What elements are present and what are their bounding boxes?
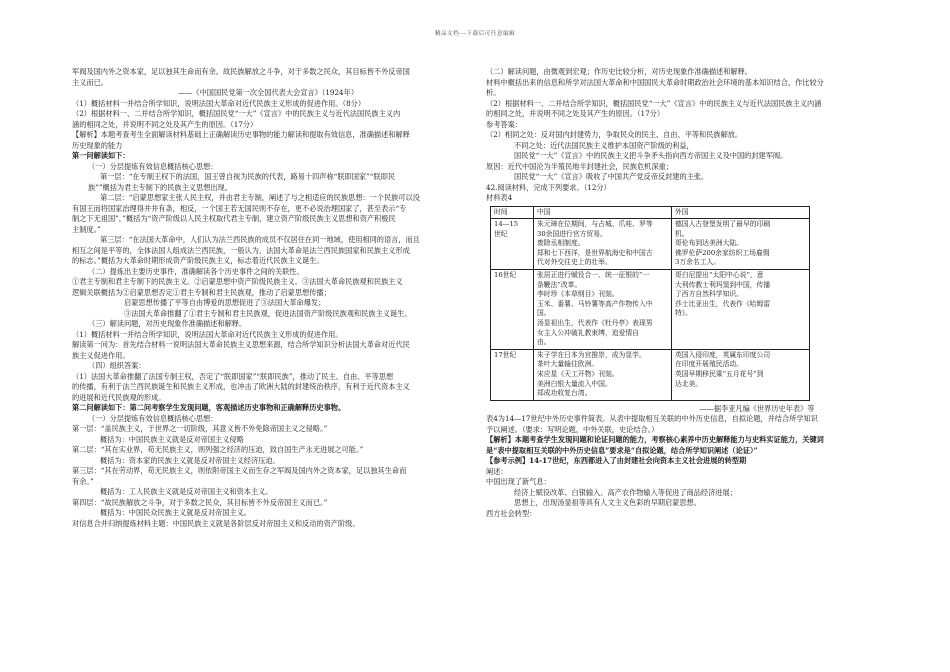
text-line: ——《中国国民党第一次全国代表大会宣言》（1924年） [178,88,359,97]
text-line: 涵的相同之处，并说明不同之处及其产生的原因。（17分） [72,119,258,129]
cell-line: 代对外交往史上的壮举。 [537,258,612,267]
text-line: 阐述： [486,466,508,476]
cell-line: 世纪 [494,229,508,238]
text-line: 概括为：中国民族主义就是反对帝国主义侵略 [100,434,244,444]
cell-line: 哥白尼提出“太阳中心说”，意 [675,271,764,280]
text-line: 解读第一问为：首先结合材料一说明法国大革命民族主义思想来源，结合所学知识分析法国大革命对近代民 [72,340,410,349]
table-cell-china [534,349,672,400]
left-column [72,67,468,529]
table-cell-time [491,349,534,400]
text-line: 【参考示例】14-17世纪，东西都进入了由封建社会向资本主义社会进展的转型期 [486,456,747,466]
table-cell-china [534,219,672,270]
text-line: 有国王而将国家治理得井井有条，相反，一个国王若无国民则不存在，更不必说治理国家了，甚至表示“专 [72,203,407,213]
cell-line: 国。 [537,309,551,318]
text-line: 42.阅读材料，完成下列要求。（12分） [486,182,611,192]
text-line: 相互之间是平等的，全体法国人组成法兰西民族，一般认为，法国大革命是法兰西民族国家和民族主义形成 [72,245,410,255]
text-line: 概括为：工人民族主义就是反对帝国主义和资本主义。 [100,487,273,496]
cell-line: 大利传教士利玛窦到中国，传播 [675,280,771,289]
cell-line: 在印度开展殖民活动。 [675,360,743,369]
cell-line: 17世纪 [494,350,517,359]
text-line: 概括为：资本家的民族主义就是反对帝国主义经济压迫。 [100,455,280,465]
cell-line: 达北美。 [675,379,703,388]
table-cell-time [491,219,534,270]
text-line: 国民党“一大”《宣言》中的民族主义把斗争矛头指向西方帝国主义及中国的封建军阀。 [514,151,788,160]
text-line: 第二层：“启蒙思想家主张人民主权，并由君主专制，阐述了与之相适应的民族思想：一个民族可以没 [100,193,420,202]
text-line: 参考答案： [486,119,522,129]
text-line: 的标志。”概括为大革命时期形成资产阶级民族主义，标志着近代民族主义诞生。 [72,256,324,265]
table-header-row [491,206,810,219]
text-line: （1）概括材料一并结合所学知识，说明法国大革命对近代民族主义形成的促进作用。（8分） [72,98,366,108]
cell-line: 3万余名工人。 [675,258,721,267]
text-line: 的传播，有利于法兰西民族诞生和民族主义形成，也冲击了欧洲大陆的封建统治秩序，有利于近代资本主义 [72,382,410,391]
right-top-text [486,67,878,204]
cell-line: 莎士比亚出生，代表作《哈姆雷 [675,299,771,308]
text-line: 西方社会转型： [486,508,537,518]
text-line: （二）提炼出主要历史事件，准确解读各个历史事件之间的关联性。 [88,266,304,276]
text-line: 概括为：中国民众民族主义就是反对帝国主义。 [100,508,251,517]
text-line: （一）分层提炼有效信息概括核心思想： [88,413,218,423]
text-line: 的进展和近代民族观的形成。 [72,392,166,402]
cell-line: 郑和七下西洋，是世界航海史和中国古 [537,248,653,257]
cell-line: 条鞭法”改革。 [537,280,582,289]
table-row [491,219,810,270]
cell-line: 由。 [537,338,551,347]
text-line: 【解析】本题考查学生发现问题和论证问题的能力，考察核心素养中历史解释能力与史料实证能力，关键词 [486,435,824,445]
text-line: 对信息合并归纳提炼材料主题：中国民族主义就是各阶层反对帝国主义和反动的资产阶级。 [72,518,360,528]
text-line: 第一层：“在专制王权下的法国，国王曾自视为民族的代表，路易十四声称“朕即国家”“朕即民 [100,172,396,181]
table-row [491,349,810,400]
text-line: 表4为14—17世纪中外历史事件简表。从表中提取相互关联的中外历史信息，自拟论题，并结合所学知识 [486,414,818,424]
table-cell-time [491,270,534,350]
cell-line: 英国早期移民乘“五月花号”到 [675,370,764,378]
text-line: 第三层：“其在劳动界，苟无民族主义，则依附帝国主义而生存之军阀及国内外之资本家，足以独其生命而 [72,466,407,475]
text-line: 族””概括为君主专制下的民族主义思想出现。 [88,182,232,192]
text-line: 逻辑关联概括为②启蒙思想否定①君主专制和君主民族观，推动了启蒙思想传播； [72,287,331,297]
text-line: 第二问解读如下：第二问考察学生发现问题，客观描述历史事物和正确解释历史事物。 [72,403,346,412]
text-line: （三）解读问题，对历史现象作准确描述和解释。 [88,319,247,328]
text-line: ①君主专制和君主专制下的民族主义。②启蒙思想中资产阶级民族主义。③法国大革命民族观和民族主义 [72,277,403,286]
cell-line: 佛罗伦萨200余家纺织工场雇佣 [675,248,770,257]
cell-line: 郑成功收复台湾。 [537,389,592,398]
cell-line: 了西方自然科学知识。 [675,290,743,299]
cell-line: 美洲白银大量流入中国。 [537,379,612,388]
cell-line: 朱子学在日本为官推崇，成为显学。 [537,350,646,359]
table-cell-foreign [672,219,810,270]
text-line: 国民党“一大”《宣言》吸收了中国共产党反帝反封建的主张。 [514,172,709,181]
cell-line: 女主人公冲破礼教束缚，追爱情自 [537,328,639,337]
table-cell-foreign [672,349,810,400]
cell-line: 16世纪 [494,271,517,280]
cell-line: 德国人古登堡发明了最早的印刷 [675,220,771,229]
text-line: 第三层：“在法国大革命中，人们认为法兰西民族的成员不仅居住在同一地域，使用相同的语言，而且 [100,235,420,244]
cell-line: 茶叶大量输往欧洲。 [537,360,599,369]
text-line: 原因：近代中国沦为半殖民地半封建社会，民族危机深重； [486,161,673,171]
text-line: 族主义促进作用。 [72,350,130,360]
text-line: 主制度。” [72,224,101,234]
cell-line: 朱元璋在位期间，与占城、爪哇、罗等 [537,220,653,229]
table-cell-foreign [672,270,810,350]
cell-line: 14—15 [494,220,519,229]
text-line: （二）解读问题，由微观到宏观；作历史比较分析，对历史现象作准确描述和解释。 [486,67,752,76]
cell-line: 宋应星《天工开物》刊刻。 [537,370,619,378]
text-line: （2）根据材料一、二并结合所学知识，概括国民党“一大”《宣言》中的民族主义与近代法国民族主义内 [72,109,401,118]
cell-line: 英国入侵印度，英属东印度公司 [675,350,771,359]
text-line: 【解析】本题考查考生全面解读材料基础上正确解读历史事物的能力解读和提取有效信息，准确描述和解释 [72,130,410,139]
text-line: 经济上赋役改革、白银输入、高产农作物输入等促进了商品经济进展； [514,487,737,497]
right-column [486,67,878,519]
text-line: 有余。” [72,476,94,486]
table-header-time: 时间 [491,206,534,219]
text-line: 军阀及国内外之资本家，足以独其生命而有余。故民族解放之斗争，对于多数之民众，其目标皆不外反帝国 [72,67,410,76]
text-line: 第四层：“故民族解放之斗争，对于多数之民众，其目标皆不外反帝国主义而已。” [72,497,328,507]
text-line: 予以阐述。（要求：写明论题，中外关联，史论结合。） [486,424,659,434]
text-line: （1）概括材料一并结合所学知识，说明法国大革命对近代民族主义形成的促进作用。 [72,329,343,339]
text-line: 主义而已。 [72,77,108,87]
page-header: 精品文档---下载后可任意编辑 [434,31,516,37]
text-line: （一）分层提炼有效信息概括核心思想： [88,161,218,171]
text-line: 制之下无祖国”，”概括为“资产阶级以人民主权取代君主专制，建立资产阶级民族主义思想和资产积极民 [72,214,396,223]
table-header-foreign: 外国 [672,206,810,219]
text-line: 第一层：“盖民族主义，于世界之一切阶级，其意义皆不外免除帝国主义之侵略。” [72,424,328,433]
cell-line: 哥伦布到达美洲大陆。 [675,239,743,248]
text-line: 材料表4 [486,193,513,202]
text-line: 材料中概括出来的信息和所学对法国大革命和中国国民大革命时期政治社会环境的基本知识结合，作比较分 [486,77,824,87]
cell-line: 特》。 [675,309,692,318]
cell-line: 废除丞相制度。 [537,239,585,248]
text-line: 的相同之处，并说明不同之处及其产生的原因。（17分） [486,109,665,118]
text-line: （四）组织答案： [88,361,146,370]
text-line: 思想上，出现汤显祖等具有人文主义色彩的早期启蒙思想。 [514,498,701,508]
cell-line: 李时珍《本草纲目》刊刻。 [537,290,619,299]
text-line: 不同之处：近代法国民族主义维护本国资产阶级的利益， [514,140,694,150]
history-table [490,206,810,401]
text-line: （2）根据材料一、二并结合所学知识，概括国民党“一大”《宣言》中的民族主义与近代法国民族主义内涵 [486,98,822,108]
right-bottom-text [486,414,878,519]
text-line: （1）法国大革命推翻了法国专制王权，否定了“朕即国家”“朕即民族”，推动了民主、自由、平等思想 [72,371,394,381]
cell-line: 机。 [675,229,689,238]
cell-line: 张居正进行赋役合一、统一征银的“一 [537,271,650,280]
text-line: 历史现象的能力 [72,140,123,150]
cell-line: 汤显祖出生，代表作《牡丹亭》表现男 [537,319,653,328]
text-line: （2）相同之处：反对国内封建势力，争取民众的民主、自由、平等和民族解放。 [486,130,743,139]
text-line: 启蒙思想传播了平等自由博爱的思想促进了③法国大革命爆发； [124,298,326,307]
cell-line: 玉米、番薯、马铃薯等高产作物传入中 [537,299,653,308]
table-row [491,270,810,350]
text-line: 析。 [486,88,501,97]
text-line: 第二层：“其在实业界，苟无民族主义，则列强之经济的压迫，致自国生产永无进展之可能。” [72,445,364,454]
text-line: 是“表中提取相互关联的中外历史信息”要求是“自拟论题，结合所学知识阐述（论证）” [486,445,758,455]
table-header-china: 中国 [534,206,672,219]
text-line: 第一问解读如下： [72,151,130,160]
text-line: ③法国大革命推翻了①君主专制和君主民族观，促进法国资产阶级民族观和民族主义诞生。 [124,308,412,318]
table-cell-china [534,270,672,350]
cell-line: 30余国进行官方贸易。 [537,229,607,238]
table-source: ——据李亚凡编《世界历史年表》等 [699,403,815,413]
text-line: 中国出现了新气息： [486,477,551,487]
